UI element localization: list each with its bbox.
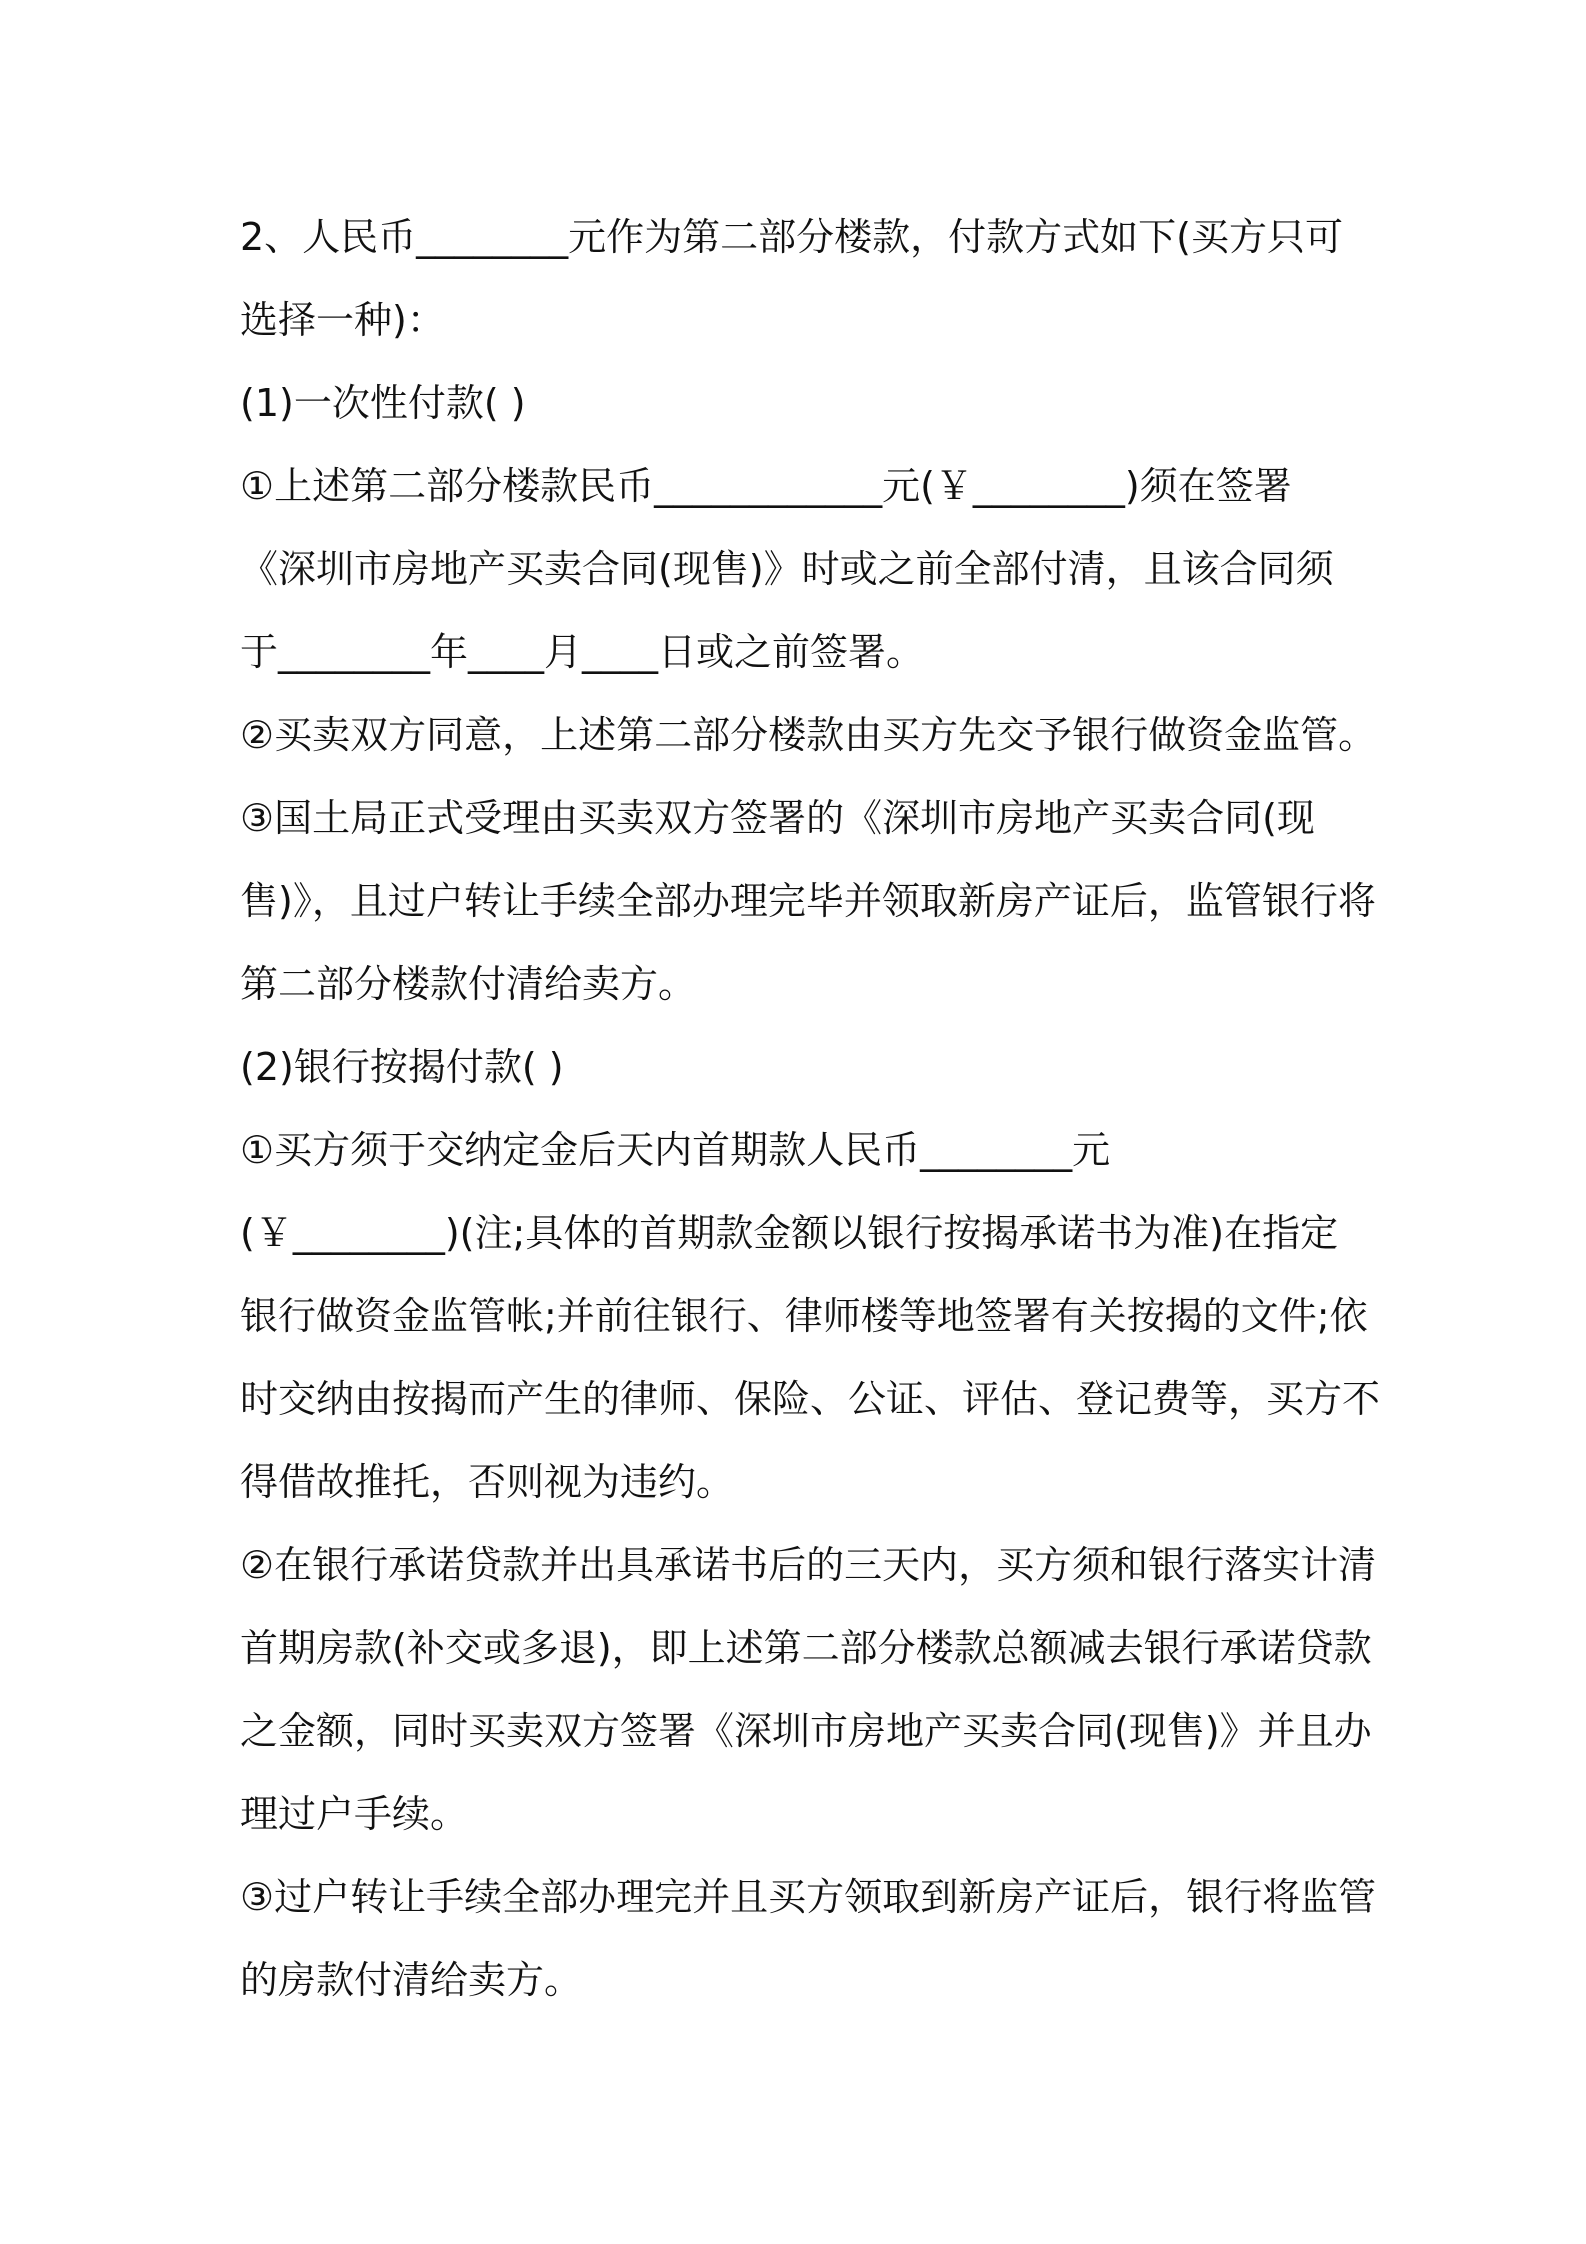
text-line: 《深圳市房地产买卖合同(现售)》时或之前全部付清，且该合同须	[240, 547, 1334, 591]
text-line: (￥________)(注;具体的首期款金额以银行按揭承诺书为准)在指定	[240, 1211, 1339, 1255]
document-page	[240, 196, 1381, 2022]
text-line: 的房款付清给卖方。	[240, 1958, 583, 2002]
text-line: 首期房款(补交或多退)，即上述第二部分楼款总额减去银行承诺贷款	[240, 1626, 1372, 1670]
text-line: (2)银行按揭付款( )	[240, 1045, 564, 1089]
text-line: 时交纳由按揭而产生的律师、保险、公证、评估、登记费等，买方不	[240, 1377, 1381, 1421]
text-line: ①上述第二部分楼款民币____________元(￥________)须在签署	[240, 464, 1292, 508]
text-line: 2、人民币________元作为第二部分楼款，付款方式如下(买方只可	[240, 215, 1344, 259]
text-line: (1)一次性付款( )	[240, 381, 526, 425]
text-line: 得借故推托，否则视为违约。	[240, 1460, 735, 1504]
text-line: 第二部分楼款付清给卖方。	[240, 962, 697, 1006]
text-line: 售)》，且过户转让手续全部办理完毕并领取新房产证后，监管银行将	[240, 879, 1376, 923]
text-line: ①买方须于交纳定金后天内首期款人民币________元	[240, 1128, 1111, 1172]
text-line: 银行做资金监管帐;并前往银行、律师楼等地签署有关按揭的文件;依	[240, 1294, 1368, 1338]
text-line: ②在银行承诺贷款并出具承诺书后的三天内，买方须和银行落实计清	[240, 1543, 1377, 1587]
text-line: 之金额，同时买卖双方签署《深圳市房地产买卖合同(现售)》并且办	[240, 1709, 1372, 1753]
text-line: ②买卖双方同意，上述第二部分楼款由买方先交予银行做资金监管。	[240, 713, 1377, 757]
text-line: 于________年____月____日或之前签署。	[240, 630, 925, 674]
text-line: 选择一种)：	[240, 298, 445, 342]
text-line: ③国土局正式受理由买卖双方签署的《深圳市房地产买卖合同(现	[240, 796, 1315, 840]
text-line: ③过户转让手续全部办理完并且买方领取到新房产证后，银行将监管	[240, 1875, 1377, 1919]
text-line: 理过户手续。	[240, 1792, 469, 1836]
